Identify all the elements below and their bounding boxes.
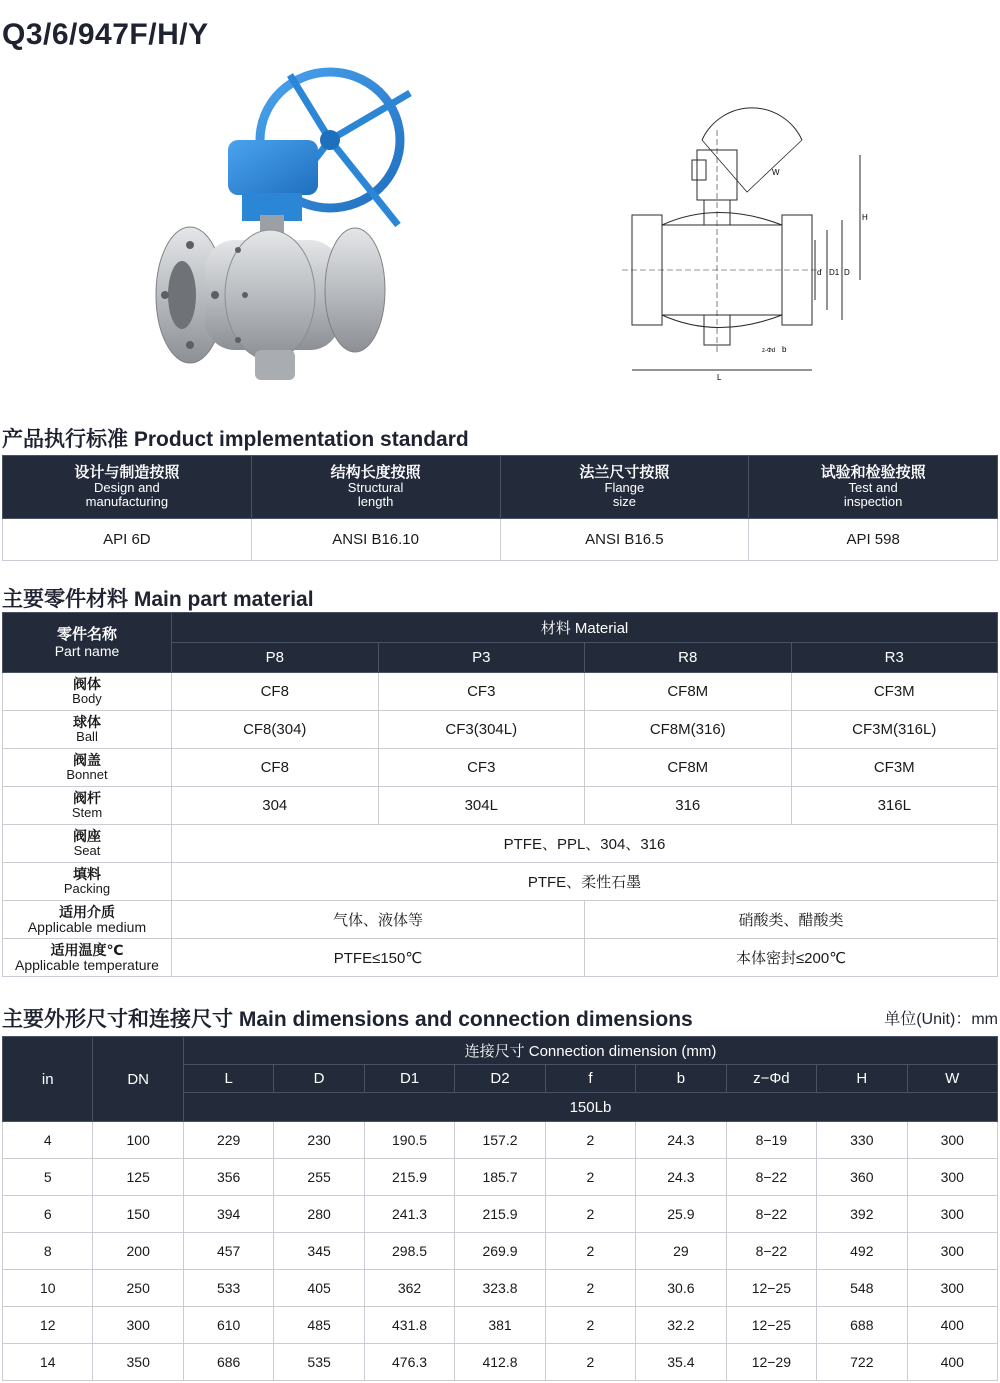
dim-cell: 2 — [545, 1270, 635, 1307]
dim-cell: 241.3 — [364, 1196, 454, 1233]
dim-cell: 29 — [636, 1233, 726, 1270]
material-header: 材料 Material — [172, 613, 998, 643]
dimensions-table — [2, 1036, 998, 1381]
dim-cell: 2 — [545, 1159, 635, 1196]
valve-section-drawing — [622, 100, 872, 385]
dim-cell: 200 — [93, 1233, 183, 1270]
dim-cell: 431.8 — [364, 1307, 454, 1344]
dim-cell: 535 — [274, 1344, 364, 1381]
dim-cell: 2 — [545, 1196, 635, 1233]
table-row: 阀杆 Stem 304 304L 316 316L — [3, 787, 998, 825]
dim-cell: 125 — [93, 1159, 183, 1196]
part-name-header: 零件名称 Part name — [3, 613, 172, 673]
dim-cell: 230 — [274, 1122, 364, 1159]
dim-cell: 300 — [93, 1307, 183, 1344]
dim-cell: 298.5 — [364, 1233, 454, 1270]
header-connection: 连接尺寸 Connection dimension (mm) — [183, 1037, 997, 1065]
dim-cell: 362 — [364, 1270, 454, 1307]
dim-cell: 8−22 — [726, 1233, 816, 1270]
dim-cell: 8 — [3, 1233, 93, 1270]
std-header-flange: 法兰尺寸按照 Flange size — [500, 456, 749, 519]
dim-cell: 10 — [3, 1270, 93, 1307]
grade-R3: R3 — [791, 643, 998, 673]
dim-cell: 215.9 — [455, 1196, 545, 1233]
dim-cell: 4 — [3, 1122, 93, 1159]
drawing-label-zphid: z-Φd — [762, 348, 776, 354]
dim-cell: 25.9 — [636, 1196, 726, 1233]
table-row: 球体 Ball CF8(304) CF3(304L) CF8M(316) CF3M(316L) — [3, 711, 998, 749]
std-header-design: 设计与制造按照 Design and manufacturing — [3, 456, 252, 519]
dim-cell: 300 — [907, 1196, 997, 1233]
dim-cell: 12−25 — [726, 1270, 816, 1307]
table-row — [3, 1122, 998, 1159]
table-row: 适用介质 Applicable medium 气体、液体等 硝酸类、醋酸类 — [3, 901, 998, 939]
header-z-phi-d: z−Φd — [726, 1065, 816, 1093]
dim-cell: 356 — [183, 1159, 273, 1196]
dim-cell: 548 — [817, 1270, 907, 1307]
grade-P3: P3 — [378, 643, 585, 673]
header-H: H — [817, 1065, 907, 1093]
dim-cell: 300 — [907, 1122, 997, 1159]
header-dn: DN — [93, 1037, 183, 1122]
dim-cell: 12 — [3, 1307, 93, 1344]
header-D: D — [274, 1065, 364, 1093]
dim-cell: 229 — [183, 1122, 273, 1159]
dim-cell: 35.4 — [636, 1344, 726, 1381]
dim-cell: 412.8 — [455, 1344, 545, 1381]
table-row: 适用温度℃ Applicable temperature PTFE≤150℃ 本体密封≤200℃ — [3, 939, 998, 977]
dim-cell: 688 — [817, 1307, 907, 1344]
standard-table — [2, 455, 998, 561]
table-row — [3, 1159, 998, 1196]
header-f: f — [545, 1065, 635, 1093]
dim-cell: 12−29 — [726, 1344, 816, 1381]
dim-cell: 300 — [907, 1159, 997, 1196]
dim-cell: 150 — [93, 1196, 183, 1233]
valve-photo — [150, 65, 420, 395]
drawing-label-b: b — [782, 345, 787, 354]
dim-cell: 686 — [183, 1344, 273, 1381]
table-row — [3, 1196, 998, 1233]
grade-P8: P8 — [172, 643, 379, 673]
dim-cell: 6 — [3, 1196, 93, 1233]
header-W: W — [907, 1065, 997, 1093]
dim-cell: 5 — [3, 1159, 93, 1196]
dim-cell: 2 — [545, 1307, 635, 1344]
dim-cell: 485 — [274, 1307, 364, 1344]
page-title: Q3/6/947F/H/Y — [2, 18, 209, 51]
dim-cell: 12−25 — [726, 1307, 816, 1344]
dim-cell: 255 — [274, 1159, 364, 1196]
dim-cell: 2 — [545, 1122, 635, 1159]
dim-cell: 300 — [907, 1233, 997, 1270]
table-row — [3, 1270, 998, 1307]
dim-cell: 24.3 — [636, 1122, 726, 1159]
dim-cell: 185.7 — [455, 1159, 545, 1196]
table-row: 阀盖 Bonnet CF8 CF3 CF8M CF3M — [3, 749, 998, 787]
table-row: 填料 Packing PTFE、柔性石墨 — [3, 863, 998, 901]
dim-cell: 30.6 — [636, 1270, 726, 1307]
dim-cell: 360 — [817, 1159, 907, 1196]
dim-cell: 610 — [183, 1307, 273, 1344]
dim-cell: 400 — [907, 1344, 997, 1381]
table-row — [3, 1307, 998, 1344]
dim-cell: 280 — [274, 1196, 364, 1233]
dim-cell: 381 — [455, 1307, 545, 1344]
std-header-test: 试验和检验按照 Test and inspection — [749, 456, 998, 519]
dim-cell: 722 — [817, 1344, 907, 1381]
dim-cell: 32.2 — [636, 1307, 726, 1344]
dim-cell: 100 — [93, 1122, 183, 1159]
standard-section-title: 产品执行标准 Product implementation standard — [2, 428, 469, 451]
material-section-title: 主要零件材料 Main part material — [2, 588, 314, 611]
dim-cell: 457 — [183, 1233, 273, 1270]
dim-cell: 2 — [545, 1233, 635, 1270]
dim-cell: 533 — [183, 1270, 273, 1307]
std-header-length: 结构长度按照 Structural length — [251, 456, 500, 519]
dim-cell: 190.5 — [364, 1122, 454, 1159]
header-b: b — [636, 1065, 726, 1093]
header-L: L — [183, 1065, 273, 1093]
dimensions-section-title: 主要外形尺寸和连接尺寸 Main dimensions and connection dimensions — [2, 1008, 693, 1031]
unit-label: 单位(Unit)：mm — [884, 1011, 998, 1028]
dim-cell: 250 — [93, 1270, 183, 1307]
dim-cell: 330 — [817, 1122, 907, 1159]
dim-cell: 2 — [545, 1344, 635, 1381]
dim-cell: 476.3 — [364, 1344, 454, 1381]
drawing-label-L: L — [717, 373, 722, 382]
header-D1: D1 — [364, 1065, 454, 1093]
drawing-label-D1: D1 — [829, 268, 840, 277]
dim-cell: 405 — [274, 1270, 364, 1307]
header-class: 150Lb — [183, 1093, 997, 1122]
dim-cell: 215.9 — [364, 1159, 454, 1196]
header-in: in — [3, 1037, 93, 1122]
dim-cell: 269.9 — [455, 1233, 545, 1270]
dim-cell: 350 — [93, 1344, 183, 1381]
dim-cell: 492 — [817, 1233, 907, 1270]
drawing-label-d: d — [817, 268, 822, 277]
dim-cell: 323.8 — [455, 1270, 545, 1307]
dim-cell: 394 — [183, 1196, 273, 1233]
dim-cell: 8−19 — [726, 1122, 816, 1159]
table-row — [3, 1233, 998, 1270]
drawing-label-W: W — [772, 168, 780, 177]
dim-cell: 392 — [817, 1196, 907, 1233]
header-D2: D2 — [455, 1065, 545, 1093]
material-table — [2, 612, 998, 977]
dim-cell: 8−22 — [726, 1159, 816, 1196]
table-row — [3, 1344, 998, 1381]
table-row: 阀座 Seat PTFE、PPL、304、316 — [3, 825, 998, 863]
dim-cell: 8−22 — [726, 1196, 816, 1233]
table-row: API 6D ANSI B16.10 ANSI B16.5 API 598 — [3, 519, 998, 561]
drawing-label-H: H — [862, 213, 868, 222]
dim-cell: 14 — [3, 1344, 93, 1381]
dim-cell: 300 — [907, 1270, 997, 1307]
grade-R8: R8 — [585, 643, 792, 673]
dim-cell: 400 — [907, 1307, 997, 1344]
dim-cell: 157.2 — [455, 1122, 545, 1159]
dim-cell: 345 — [274, 1233, 364, 1270]
drawing-label-D: D — [844, 268, 850, 277]
table-row: 阀体 Body CF8 CF3 CF8M CF3M — [3, 673, 998, 711]
dim-cell: 24.3 — [636, 1159, 726, 1196]
